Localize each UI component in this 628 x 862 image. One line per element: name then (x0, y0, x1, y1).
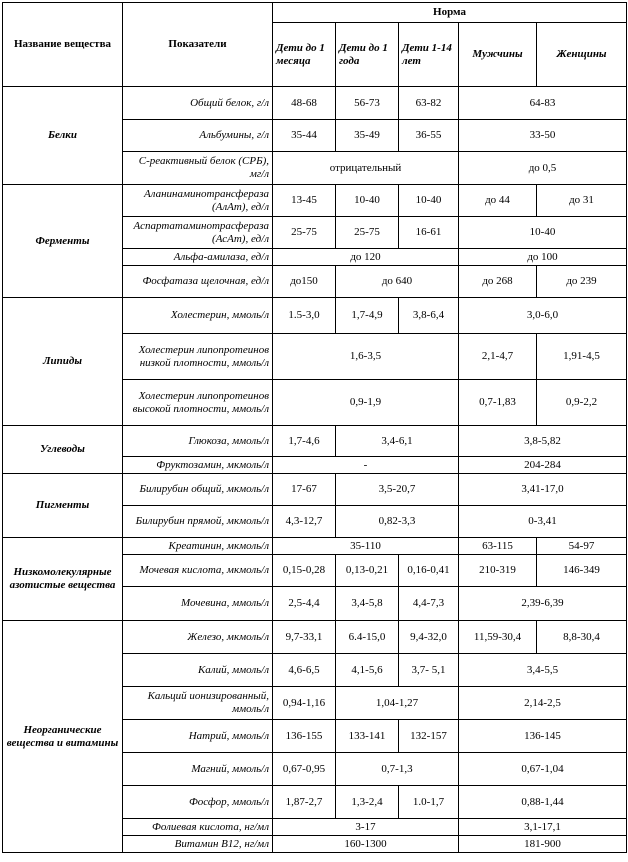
cell: 1,04-1,27 (336, 687, 459, 720)
row-label: Альбумины, г/л (123, 120, 273, 152)
cell: 0,67-1,04 (459, 753, 627, 786)
row-label: С-реактивный белок (СРБ), мг/л (123, 152, 273, 185)
header-col-women: Женщины (537, 23, 627, 87)
cell: - (273, 457, 459, 474)
header-indicators: Показатели (123, 3, 273, 87)
cell: 3,5-20,7 (336, 474, 459, 506)
cell: 3-17 (273, 819, 459, 836)
cell: 2,39-6,39 (459, 587, 627, 621)
cell: 36-55 (399, 120, 459, 152)
cell: 0,9-2,2 (537, 380, 627, 426)
row-label: Витамин В12, нг/мл (123, 836, 273, 853)
group-carbs: Углеводы (3, 426, 123, 474)
cell: 9,7-33,1 (273, 621, 336, 654)
row-label: Кальций ионизированный, ммоль/л (123, 687, 273, 720)
cell: до 239 (537, 266, 627, 298)
cell: до 120 (273, 249, 459, 266)
cell: до 640 (336, 266, 459, 298)
cell: 0,13-0,21 (336, 555, 399, 587)
row-label: Креатинин, мкмоль/л (123, 538, 273, 555)
cell: 1,91-4,5 (537, 334, 627, 380)
cell: 56-73 (336, 87, 399, 120)
group-nitrogen: Низкомолекулярные азотистые вещества (3, 538, 123, 621)
cell: 1,6-3,5 (273, 334, 459, 380)
cell: 64-83 (459, 87, 627, 120)
cell: 3,8-5,82 (459, 426, 627, 457)
cell: 4,1-5,6 (336, 654, 399, 687)
cell: до 268 (459, 266, 537, 298)
cell: 136-145 (459, 720, 627, 753)
cell: 133-141 (336, 720, 399, 753)
row-label: Холестерин, ммоль/л (123, 298, 273, 334)
row-label: Мочевина, ммоль/л (123, 587, 273, 621)
cell: 63-115 (459, 538, 537, 555)
cell: 160-1300 (273, 836, 459, 853)
header-col-newborn: Дети до 1 месяца (273, 23, 336, 87)
row-label: Натрий, ммоль/л (123, 720, 273, 753)
group-enzymes: Ферменты (3, 185, 123, 298)
row-label: Аспартатаминотрасфераза (АсАт), ед/л (123, 217, 273, 249)
cell: 3,4-6,1 (336, 426, 459, 457)
cell: 8,8-30,4 (537, 621, 627, 654)
cell: 1,7-4,9 (336, 298, 399, 334)
cell: 0,16-0,41 (399, 555, 459, 587)
row-label: Холестерин липопротеинов низкой плотности, ммоль/л (123, 334, 273, 380)
row-label: Мочевая кислота, мкмоль/л (123, 555, 273, 587)
group-inorganic: Неорганические вещества и витамины (3, 621, 123, 853)
cell: 146-349 (537, 555, 627, 587)
reference-table (2, 2, 627, 853)
cell: 48-68 (273, 87, 336, 120)
cell: 25-75 (273, 217, 336, 249)
cell: 4,3-12,7 (273, 506, 336, 538)
group-lipids: Липиды (3, 298, 123, 426)
cell: до 100 (459, 249, 627, 266)
cell: 3,0-6,0 (459, 298, 627, 334)
row-label: Железо, мкмоль/л (123, 621, 273, 654)
row-label: Общий белок, г/л (123, 87, 273, 120)
cell: 6.4-15,0 (336, 621, 399, 654)
cell: 2,5-4,4 (273, 587, 336, 621)
cell: 132-157 (399, 720, 459, 753)
header-name: Название вещества (3, 3, 123, 87)
cell: 4,4-7,3 (399, 587, 459, 621)
cell: 0,88-1,44 (459, 786, 627, 819)
cell: 1.5-3,0 (273, 298, 336, 334)
row-label: Фосфатаза щелочная, ед/л (123, 266, 273, 298)
cell: 0,67-0,95 (273, 753, 336, 786)
row-label: Билирубин общий, мкмоль/л (123, 474, 273, 506)
header-col-child: Дети 1-14 лет (399, 23, 459, 87)
header-col-infant: Дети до 1 года (336, 23, 399, 87)
cell: 1,87-2,7 (273, 786, 336, 819)
cell: 0,7-1,83 (459, 380, 537, 426)
cell: 0,9-1,9 (273, 380, 459, 426)
row-label: Глюкоза, ммоль/л (123, 426, 273, 457)
header-col-men: Мужчины (459, 23, 537, 87)
cell: до 0,5 (459, 152, 627, 185)
cell: 1.0-1,7 (399, 786, 459, 819)
cell: 0,15-0,28 (273, 555, 336, 587)
row-label: Холестерин липопротеинов высокой плотности, ммоль/л (123, 380, 273, 426)
cell: 35-110 (273, 538, 459, 555)
cell: 210-319 (459, 555, 537, 587)
cell: до150 (273, 266, 336, 298)
cell: 3,41-17,0 (459, 474, 627, 506)
cell: 0,7-1,3 (336, 753, 459, 786)
cell: 1,3-2,4 (336, 786, 399, 819)
group-proteins: Белки (3, 87, 123, 185)
row-label: Аланинаминотрансфераза (АлАт), ед/л (123, 185, 273, 217)
cell: 25-75 (336, 217, 399, 249)
cell: 0,94-1,16 (273, 687, 336, 720)
cell: 13-45 (273, 185, 336, 217)
cell: 10-40 (336, 185, 399, 217)
cell: 16-61 (399, 217, 459, 249)
cell: 63-82 (399, 87, 459, 120)
row-label: Фосфор, ммоль/л (123, 786, 273, 819)
row-label: Фолиевая кислота, нг/мл (123, 819, 273, 836)
row-label: Билирубин прямой, мкмоль/л (123, 506, 273, 538)
cell: 4,6-6,5 (273, 654, 336, 687)
cell: 2,14-2,5 (459, 687, 627, 720)
cell: 136-155 (273, 720, 336, 753)
cell: 11,59-30,4 (459, 621, 537, 654)
cell: 17-67 (273, 474, 336, 506)
cell: 33-50 (459, 120, 627, 152)
header-norm: Норма (273, 3, 627, 23)
row-label: Альфа-амилаза, ед/л (123, 249, 273, 266)
row-label: Калий, ммоль/л (123, 654, 273, 687)
cell: 35-44 (273, 120, 336, 152)
cell: 54-97 (537, 538, 627, 555)
cell: 1,7-4,6 (273, 426, 336, 457)
cell: 3,4-5,5 (459, 654, 627, 687)
cell: 3,1-17,1 (459, 819, 627, 836)
cell: 2,1-4,7 (459, 334, 537, 380)
cell: 204-284 (459, 457, 627, 474)
cell: 3,4-5,8 (336, 587, 399, 621)
cell: 3,7- 5,1 (399, 654, 459, 687)
group-pigments: Пигменты (3, 474, 123, 538)
cell: 10-40 (459, 217, 627, 249)
cell: до 44 (459, 185, 537, 217)
cell: 0-3,41 (459, 506, 627, 538)
row-label: Магний, ммоль/л (123, 753, 273, 786)
cell: отрицательный (273, 152, 459, 185)
cell: 10-40 (399, 185, 459, 217)
cell: 9,4-32,0 (399, 621, 459, 654)
cell: 181-900 (459, 836, 627, 853)
cell: 0,82-3,3 (336, 506, 459, 538)
cell: 35-49 (336, 120, 399, 152)
row-label: Фруктозамин, мкмоль/л (123, 457, 273, 474)
cell: 3,8-6,4 (399, 298, 459, 334)
cell: до 31 (537, 185, 627, 217)
